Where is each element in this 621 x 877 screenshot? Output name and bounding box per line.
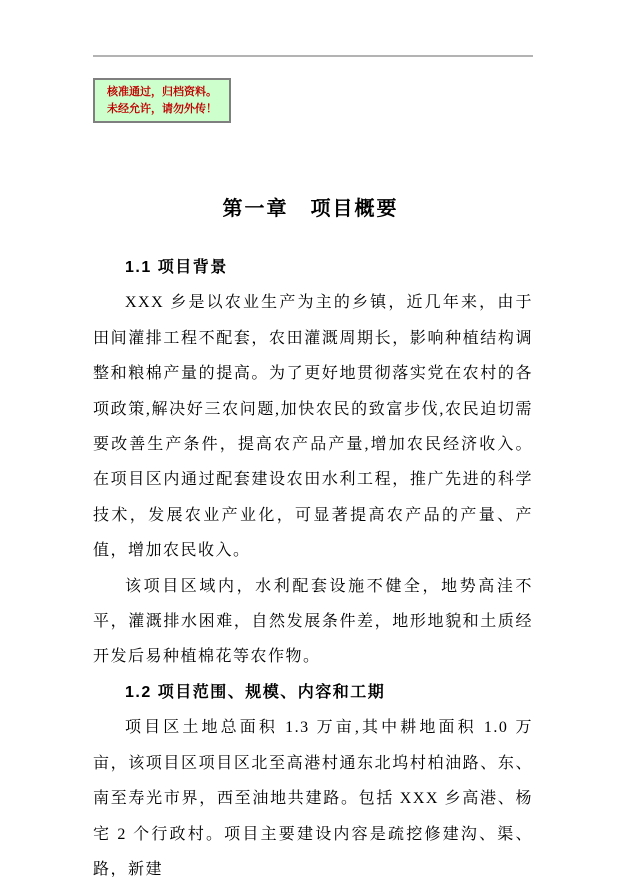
paragraph-background-2: 该项目区域内，水利配套设施不健全，地势高洼不平，灌溉排水困难，自然发展条件差，地形地貌和土质经开发后易种植棉花等农作物。 [93,577,533,666]
paragraph-background-1: XXX 乡是以农业生产为主的乡镇，近几年来，由于田间灌排工程不配套，农田灌溉周期长，影响种植结构调整和粮棉产量的提高。为了更好地贯彻落实党在农村的各项政策,解决好三农问题,加快农民的致富步伐,农民迫切需要改善生产条件，提高农产品产量,增加农民经济收入。在项目区内通过配套建设农田水利工程，推广先进的科学技术，发展农业产业化，可显著提高农产品的产量、产值，增加农民收入。 [93,294,533,560]
chapter-title: 第一章 项目概要 [222,198,399,220]
document-body [93,250,533,877]
section-heading-1-1: 1.1 项目背景 [125,259,228,276]
stamp-line-2: 未经允许，请勿外传！ [107,102,217,115]
section-heading-1-2: 1.2 项目范围、规模、内容和工期 [125,683,386,701]
approval-stamp [93,78,231,123]
paragraph-scope-1: 项目区土地总面积 1.3 万亩,其中耕地面积 1.0 万亩，该项目区项目区北至高港村通东北坞村柏油路、东、南至寿光市界，西至油地共建路。包括 XXX 乡高港、杨宅 2 个行政村。项目主要建设内容是疏挖修建沟、渠、路，新建 [93,719,533,877]
header-rule [93,55,533,57]
stamp-line-1: 核准通过，归档资料。 [107,85,217,98]
